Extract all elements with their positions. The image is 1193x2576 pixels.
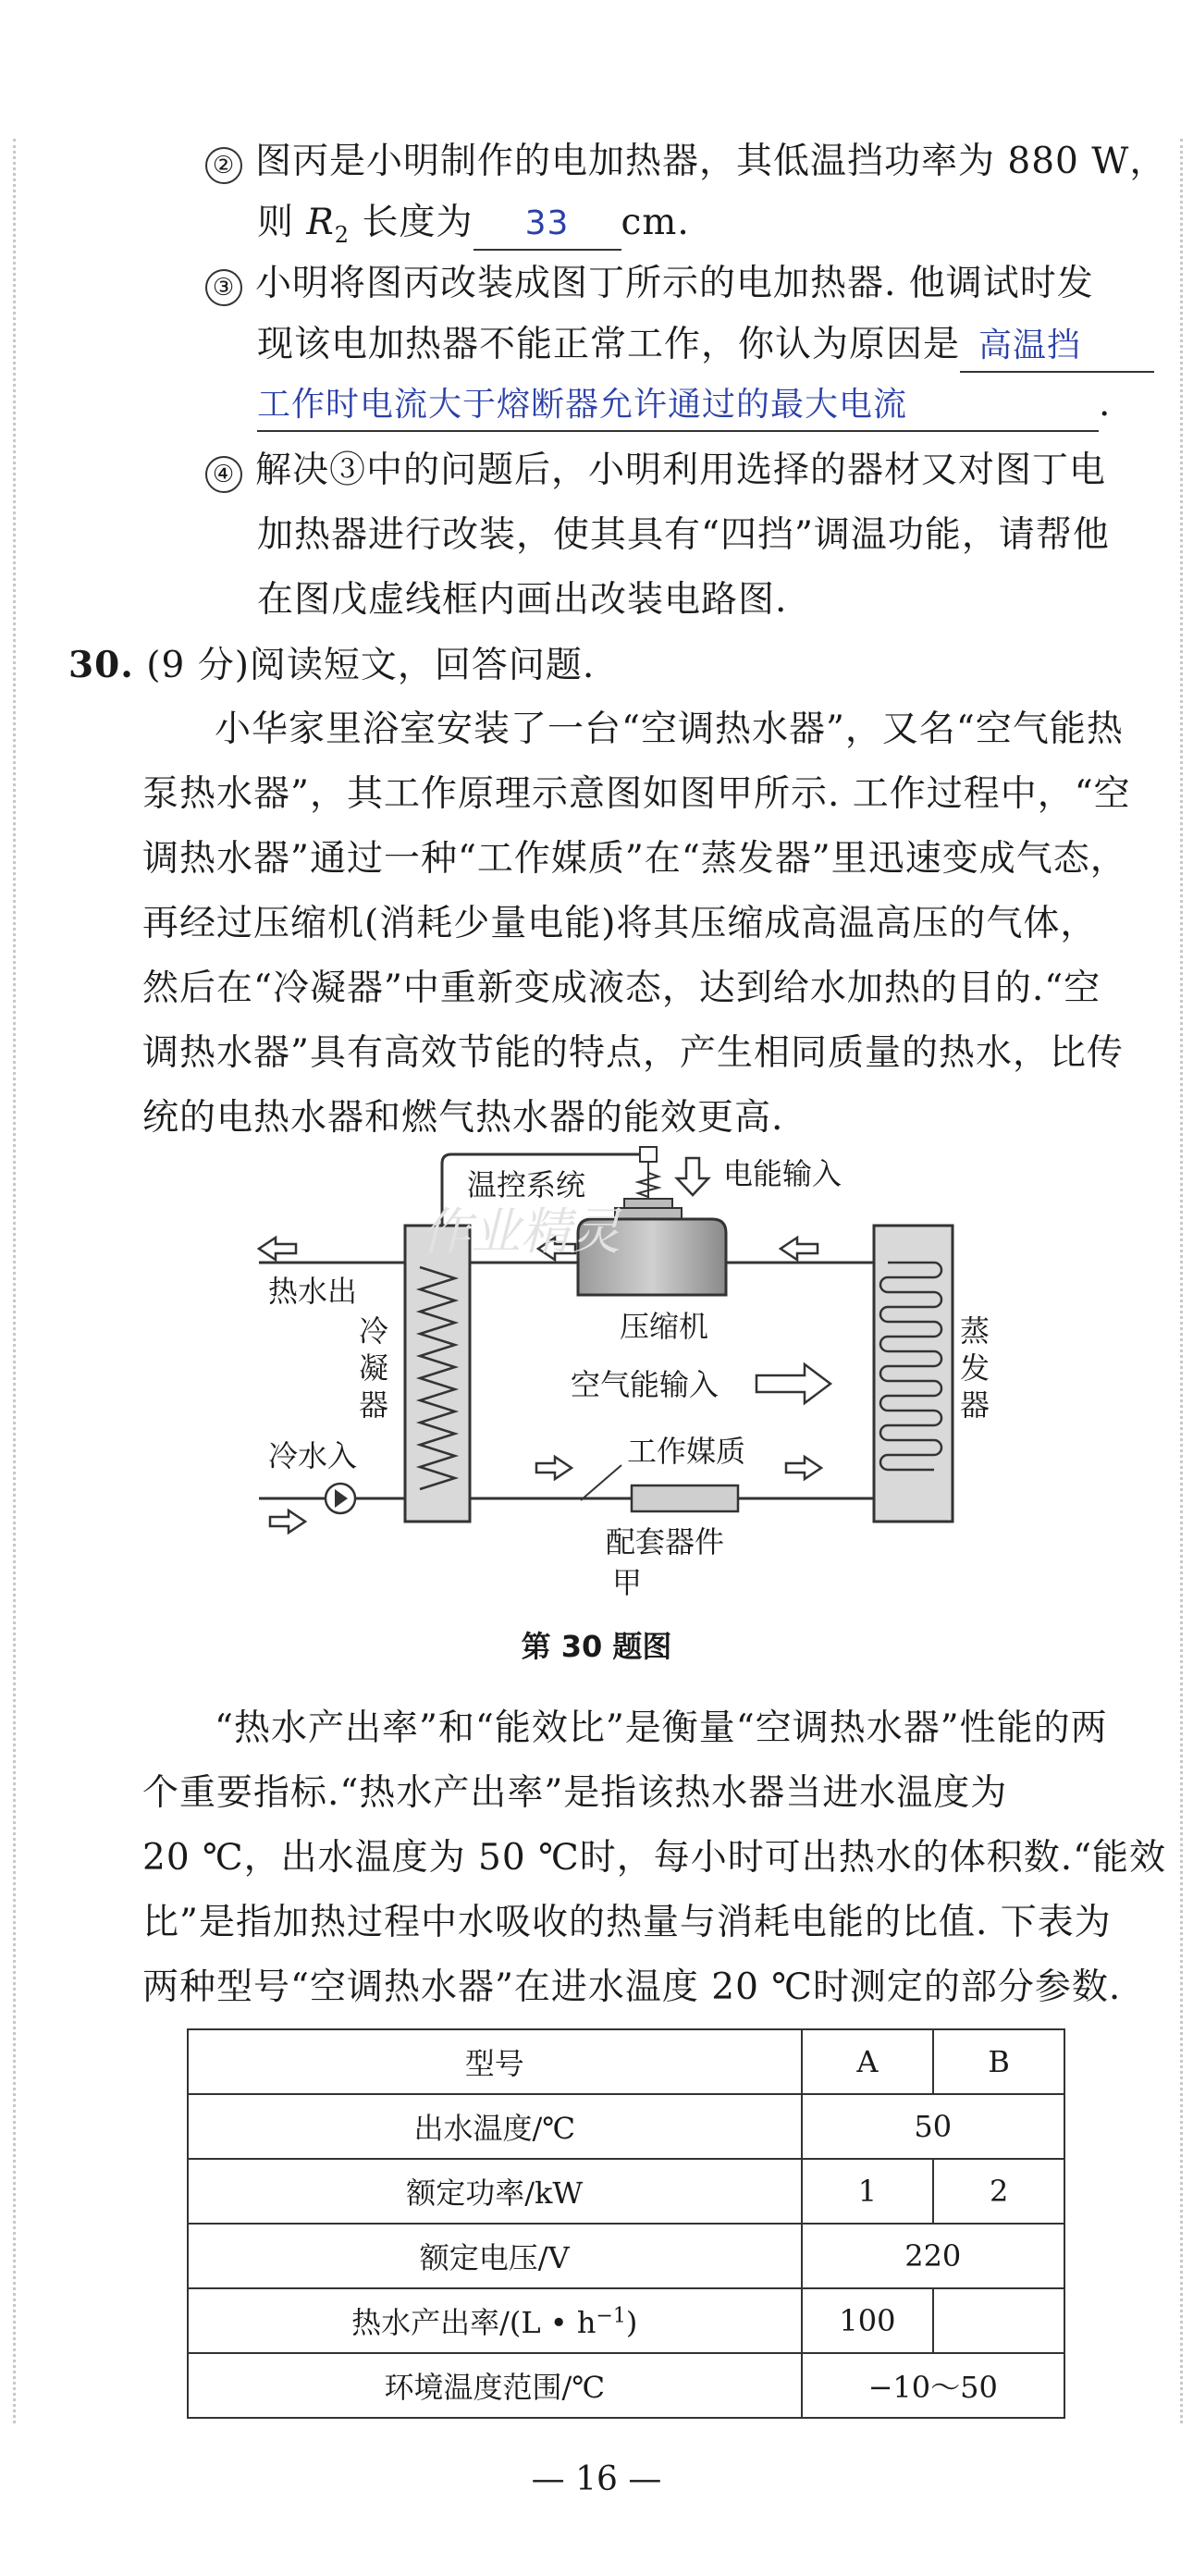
label-evaporator-1: 蒸 bbox=[960, 1314, 990, 1348]
flow-arrow-right-icon bbox=[786, 1457, 821, 1479]
label-evaporator-3: 器 bbox=[960, 1388, 990, 1422]
header-a: A bbox=[802, 2029, 934, 2094]
q29-part4-line2: 加热器进行改装，使其具有“四挡”调温功能，请帮他 bbox=[257, 514, 1110, 556]
circle-2-mark: ② bbox=[205, 147, 242, 184]
q29-part2-line1: ② 图丙是小明制作的电加热器，其低温挡功率为 880 W， bbox=[205, 137, 1166, 187]
q30-para1-line6: 调热水器”具有高效节能的特点，产生相同质量的热水，比传 bbox=[142, 1032, 1124, 1074]
table-row bbox=[188, 2094, 1064, 2159]
flow-arrow-right-icon bbox=[270, 1510, 305, 1533]
label-cold-water-in: 冷水入 bbox=[268, 1439, 358, 1473]
row-label: 出水温度/℃ bbox=[188, 2094, 802, 2159]
row-value-b-empty[interactable] bbox=[933, 2288, 1064, 2353]
q29-part3-line2: 现该电加热器不能正常工作，你认为原因是 高温挡 bbox=[257, 320, 1154, 373]
figure-caption: 第 30 题图 bbox=[521, 1629, 672, 1664]
power-input-arrow-icon bbox=[677, 1158, 708, 1195]
q30-para2-line1: “热水产出率”和“能效比”是衡量“空调热水器”性能的两 bbox=[215, 1707, 1108, 1749]
parameter-table bbox=[187, 2028, 1065, 2419]
flow-arrow-left-icon bbox=[259, 1238, 296, 1260]
q30-para1-line1: 小华家里浴室安装了一台“空调热水器”，又名“空气能热 bbox=[215, 709, 1124, 750]
label-hot-water-out: 热水出 bbox=[268, 1275, 358, 1308]
sensor-plug bbox=[640, 1147, 657, 1162]
q30-para2-line2: 个重要指标.“热水产出率”是指该热水器当进水温度为 bbox=[142, 1772, 1008, 1814]
circle-4-mark: ④ bbox=[205, 456, 242, 493]
q30-para1-line5: 然后在“冷凝器”中重新变成液态，达到给水加热的目的.“空 bbox=[142, 968, 1101, 1009]
label-working-medium: 工作媒质 bbox=[627, 1435, 746, 1468]
label-device-a2: 甲 bbox=[612, 1566, 643, 1599]
device-a-box bbox=[632, 1485, 738, 1511]
label-device-a: 配套器件 bbox=[606, 1525, 725, 1559]
watermark-text: 作业精灵 bbox=[421, 1204, 621, 1260]
q30-para1-line4: 再经过压缩机(消耗少量电能)将其压缩成高温高压的气体， bbox=[142, 903, 1098, 944]
table-row bbox=[188, 2353, 1064, 2418]
q29-part3-line1: ③ 小明将图丙改装成图丁所示的电加热器. 他调试时发 bbox=[205, 259, 1094, 309]
q30-number: 30. bbox=[68, 644, 134, 686]
flow-arrow-right-icon bbox=[536, 1457, 572, 1479]
answer-blank-reason-1[interactable]: 高温挡 bbox=[960, 320, 1154, 373]
row-value-a: 100 bbox=[802, 2288, 934, 2353]
table-row bbox=[188, 2288, 1064, 2353]
row-label: 环境温度范围/℃ bbox=[188, 2353, 802, 2418]
q29-part4-line1: ④ 解决③中的问题后，小明利用选择的器材又对图丁电 bbox=[205, 446, 1106, 496]
header-model: 型号 bbox=[188, 2029, 802, 2094]
page-number: — 16 — bbox=[531, 2460, 662, 2498]
answer-blank-reason-2[interactable]: 工作时电流大于熔断器允许通过的最大电流 bbox=[257, 379, 1099, 432]
q30-para2-line5: 两种型号“空调热水器”在进水温度 20 ℃时测定的部分参数. bbox=[142, 1966, 1122, 2008]
row-value-merged: −10～50 bbox=[802, 2353, 1065, 2418]
circle-3-mark: ③ bbox=[205, 269, 242, 306]
q29-part2-line2: 则 $R_2$ 长度为 33 cm. bbox=[257, 198, 690, 260]
header-b: B bbox=[933, 2029, 1064, 2094]
row-value-merged: 220 bbox=[802, 2224, 1065, 2288]
table-row bbox=[188, 2224, 1064, 2288]
label-evaporator-2: 发 bbox=[960, 1351, 990, 1385]
label-power-input: 电能输入 bbox=[723, 1157, 842, 1190]
q29-part3-line3: 工作时电流大于熔断器允许通过的最大电流 . bbox=[257, 379, 1111, 432]
label-condenser-2: 凝 bbox=[359, 1351, 389, 1385]
row-label: 额定功率/kW bbox=[188, 2159, 802, 2224]
label-compressor: 压缩机 bbox=[620, 1310, 709, 1343]
q30-para2-line4: 比”是指加热过程中水吸收的热量与消耗电能的比值. 下表为 bbox=[142, 1902, 1112, 1943]
q30-header: 30. (9 分)阅读短文，回答问题. bbox=[68, 644, 596, 686]
q30-para2-line3: 20 ℃，出水温度为 50 ℃时，每小时可出热水的体积数.“能效 bbox=[142, 1837, 1167, 1879]
label-temp-control: 温控系统 bbox=[467, 1168, 586, 1202]
table-row bbox=[188, 2159, 1064, 2224]
q30-para1-line3: 调热水器”通过一种“工作媒质”在“蒸发器”里迅速变成气态， bbox=[142, 838, 1127, 880]
q29-part4-line3: 在图戊虚线框内画出改装电路图. bbox=[257, 579, 788, 621]
label-air-energy: 空气能输入 bbox=[571, 1368, 719, 1401]
q30-para1-line2: 泵热水器”，其工作原理示意图如图甲所示. 工作过程中，“空 bbox=[142, 773, 1131, 815]
table-header-row bbox=[188, 2029, 1064, 2094]
label-condenser-3: 器 bbox=[359, 1388, 389, 1422]
row-label: 热水产出率/(L • $h^{-1}$) bbox=[188, 2288, 802, 2353]
q30-para1-line7: 统的电热水器和燃气热水器的能效更高. bbox=[142, 1097, 784, 1139]
air-energy-arrow-icon bbox=[756, 1364, 830, 1403]
answer-blank-r2-length[interactable]: 33 bbox=[474, 198, 621, 251]
row-value-merged: 50 bbox=[802, 2094, 1065, 2159]
flow-arrow-left-icon bbox=[781, 1238, 818, 1260]
row-value-b: 2 bbox=[933, 2159, 1064, 2224]
resistor-symbol: R bbox=[306, 202, 335, 243]
row-label: 额定电压/V bbox=[188, 2224, 802, 2288]
row-value-a: 1 bbox=[802, 2159, 934, 2224]
label-condenser-1: 冷 bbox=[359, 1314, 389, 1348]
